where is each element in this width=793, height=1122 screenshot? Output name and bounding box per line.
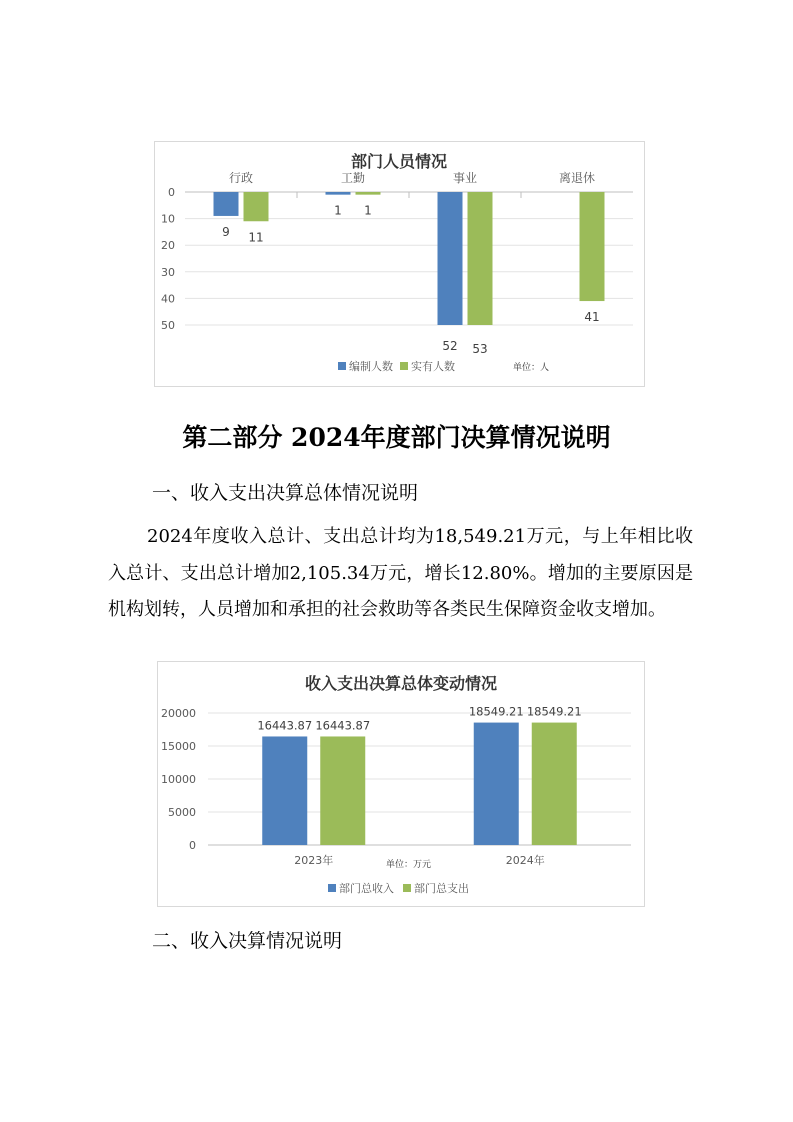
income-expenditure-chart-svg bbox=[158, 662, 644, 906]
legend-label: 编制人数 bbox=[349, 360, 393, 373]
staff-chart-svg bbox=[155, 142, 644, 386]
y-tick-label: 40 bbox=[161, 292, 175, 306]
category-label: 工勤 bbox=[340, 171, 366, 185]
bar bbox=[244, 192, 269, 221]
body-paragraph: 2024年度收入总计、支出总计均为18,549.21万元，与上年相比收入总计、支出总计增加2,105.34万元，增长12.80%。增加的主要原因是机构划转，人员增加和承担的社会救助等各类民生保障资金收支增加。 bbox=[108, 526, 693, 620]
bar bbox=[214, 192, 239, 216]
legend-swatch bbox=[403, 884, 411, 892]
data-label: 52 bbox=[442, 339, 458, 353]
y-tick-label: 10000 bbox=[161, 773, 196, 786]
bar bbox=[326, 192, 351, 195]
bar bbox=[356, 192, 381, 195]
data-label: 11 bbox=[248, 230, 264, 245]
legend-swatch bbox=[328, 884, 336, 892]
subheading-income-details: 二、收入决算情况说明 bbox=[152, 930, 343, 952]
data-label: 53 bbox=[472, 342, 488, 356]
y-tick-label: 20000 bbox=[161, 707, 196, 720]
y-tick-label: 20 bbox=[161, 239, 175, 253]
bar bbox=[320, 736, 365, 845]
data-label: 18549.21 bbox=[526, 704, 582, 719]
data-label: 41 bbox=[584, 310, 600, 325]
y-tick-label: 0 bbox=[189, 839, 196, 852]
y-tick-label: 0 bbox=[168, 186, 175, 199]
chart-unit: 单位：人 bbox=[513, 363, 550, 373]
legend-swatch bbox=[400, 362, 408, 370]
data-label: 1 bbox=[364, 203, 372, 218]
data-label: 16443.87 bbox=[315, 718, 371, 733]
y-tick-label: 5000 bbox=[168, 806, 196, 819]
y-tick-label: 15000 bbox=[161, 740, 196, 753]
bar bbox=[580, 192, 605, 301]
legend-swatch bbox=[338, 362, 346, 370]
chart-legend bbox=[328, 881, 469, 895]
category-label: 2024年 bbox=[505, 854, 545, 867]
bar bbox=[474, 723, 519, 845]
data-label: 9 bbox=[222, 224, 230, 239]
legend-label: 实有人数 bbox=[411, 360, 455, 373]
data-label: 16443.87 bbox=[257, 718, 313, 733]
category-label: 事业 bbox=[452, 171, 478, 185]
chart-legend bbox=[338, 359, 549, 373]
bar bbox=[262, 736, 307, 845]
legend-label: 部门总收入 bbox=[339, 882, 394, 895]
y-tick-label: 10 bbox=[161, 212, 175, 226]
staff-chart bbox=[154, 141, 645, 387]
category-label: 2023年 bbox=[294, 854, 334, 867]
chart-title: 部门人员情况 bbox=[350, 152, 448, 171]
chart-title: 收入支出决算总体变动情况 bbox=[304, 674, 498, 693]
data-label: 1 bbox=[334, 203, 342, 218]
chart-unit: 单位：万元 bbox=[386, 860, 432, 870]
data-label: 18549.21 bbox=[468, 704, 524, 719]
category-label: 离退休 bbox=[558, 171, 596, 185]
section-title: 第二部分 2024年度部门决算情况说明 bbox=[182, 423, 611, 452]
subheading-income-expenditure-overview: 一、收入支出决算总体情况说明 bbox=[152, 482, 419, 504]
y-tick-label: 50 bbox=[161, 319, 175, 332]
y-tick-label: 30 bbox=[161, 265, 175, 279]
bar bbox=[438, 192, 463, 325]
category-label: 行政 bbox=[228, 171, 254, 185]
income-expenditure-chart bbox=[157, 661, 645, 907]
bar bbox=[532, 723, 577, 845]
bar bbox=[468, 192, 493, 325]
legend-label: 部门总支出 bbox=[414, 882, 469, 895]
